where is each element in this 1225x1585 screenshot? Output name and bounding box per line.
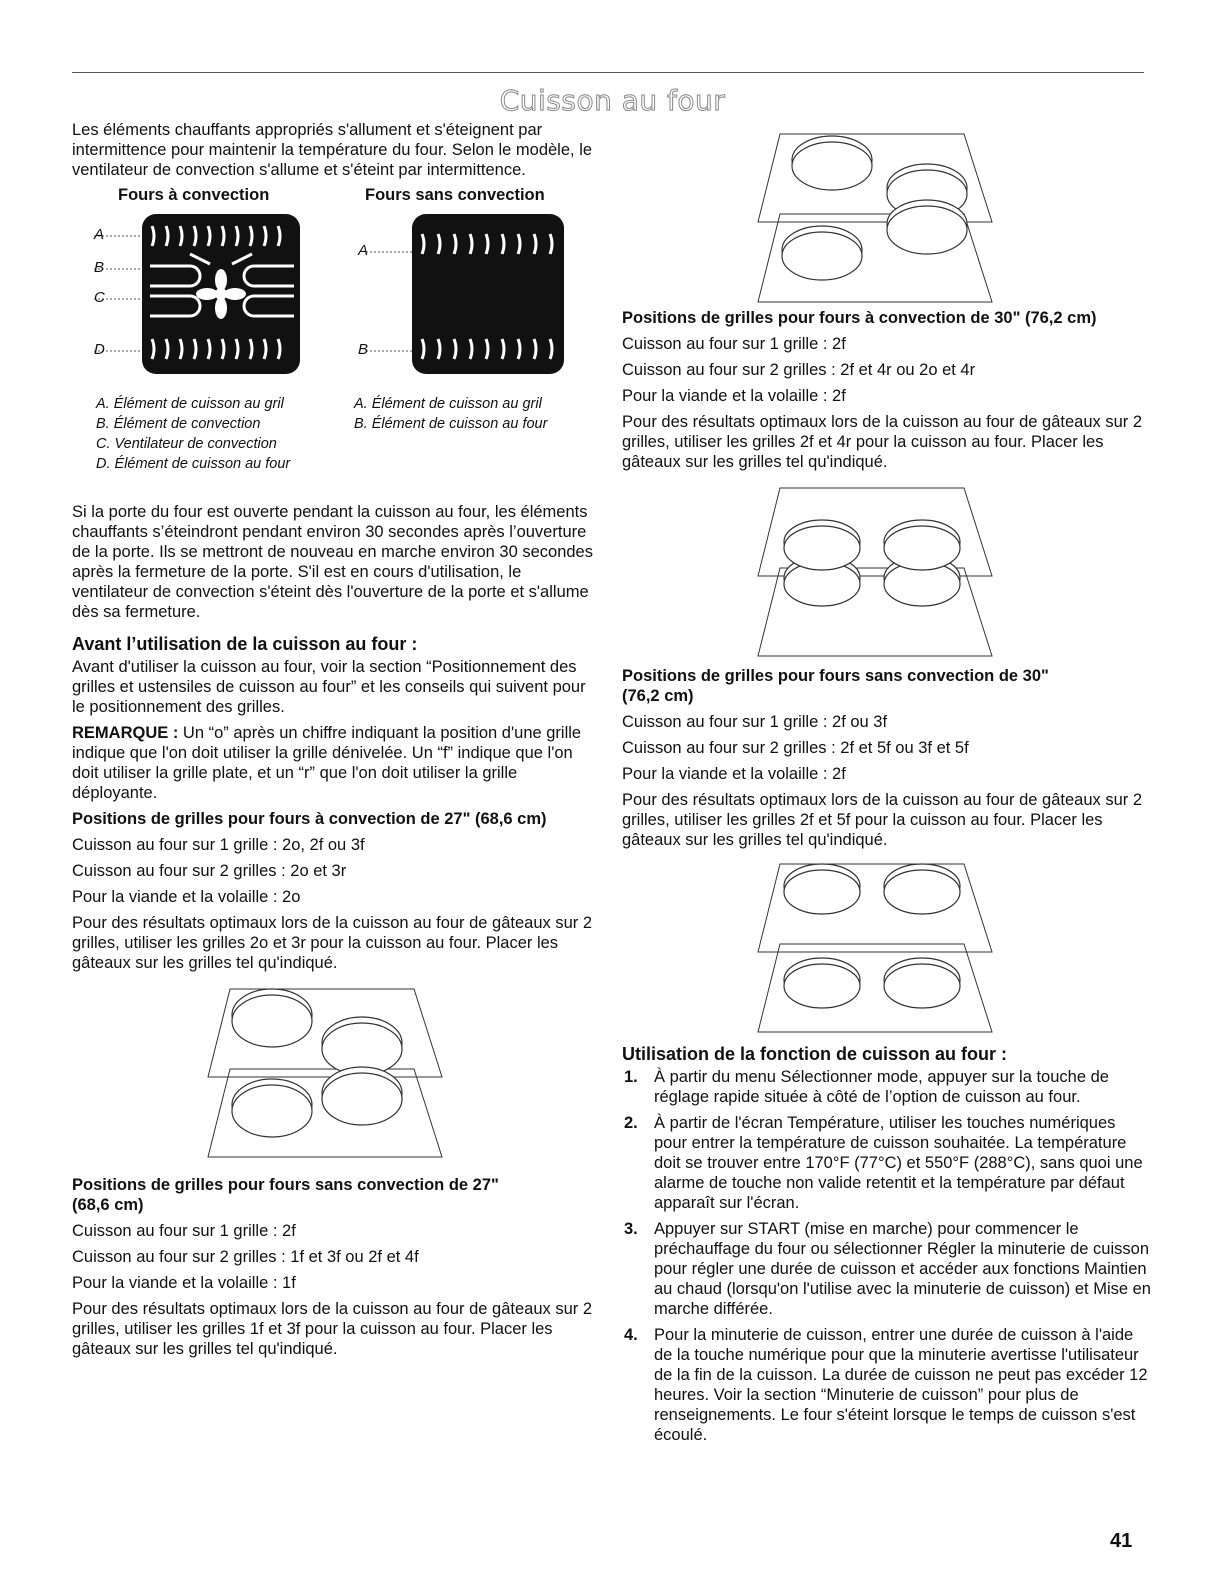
convection-oven-diagram [72, 214, 312, 384]
conv27-line: Cuisson au four sur 2 grilles : 2o et 3r [72, 862, 347, 880]
conv27-heading: Positions de grilles pour fours à convection de 27" (68,6 cm) [72, 810, 547, 828]
conv-label-c: C [94, 289, 105, 306]
conv27-line: Cuisson au four sur 1 grille : 2o, 2f ou 3f [72, 836, 365, 854]
step-item [622, 1067, 1152, 1107]
nonconv30-line: Cuisson au four sur 1 grille : 2f ou 3f [622, 713, 888, 731]
nonconv30-paragraph: Pour des résultats optimaux lors de la cuisson au four de gâteaux sur 2 grilles, utiliser les grilles 2f et 5f pour la cuisson au four. Placer les gâteaux sur les grilles tel qu'indiqué. [622, 791, 1143, 849]
nonconv30-line: Pour la viande et la volaille : 2f [622, 765, 846, 783]
step-number: 3. [624, 1220, 638, 1238]
conv30-paragraph: Pour des résultats optimaux lors de la cuisson au four de gâteaux sur 2 grilles, utiliser les grilles 2f et 4r pour la cuisson au four. Placer les gâteaux sur les grilles tel qu'indiqué. [622, 413, 1143, 471]
step-text: À partir de l'écran Température, utiliser les touches numériques pour entrer la température de cuisson souhaitée. La température doit se trouver entre 170°F (77°C) et 550°F (288°C), sans quoi une alarme de touche non valide retentit et la température par défaut apparaît sur l'écran. [654, 1114, 1143, 1212]
left-column [72, 120, 594, 1365]
convection-captions [96, 394, 290, 474]
step-text: À partir du menu Sélectionner mode, appuyer sur la touche de réglage rapide située à côté de l’option de cuisson au four. [654, 1068, 1109, 1106]
conv27-paragraph: Pour des résultats optimaux lors de la cuisson au four de gâteaux sur 2 grilles, utiliser les grilles 2o et 3r pour la cuisson au four. Placer les gâteaux sur les grilles tel qu'indiqué. [72, 914, 593, 972]
conv30-line: Cuisson au four sur 1 grille : 2f [622, 335, 846, 353]
rack-diagram-nonconv30-b [752, 856, 1012, 1036]
before-use-heading: Avant l’utilisation de la cuisson au four : [72, 634, 418, 654]
non-convection-heading: Fours sans convection [365, 186, 545, 204]
conv30-line: Cuisson au four sur 2 grilles : 2f et 4r ou 2o et 4r [622, 361, 976, 379]
nonconv-label-a: A [358, 242, 369, 259]
step-number: 1. [624, 1068, 638, 1086]
non-convection-captions [354, 394, 547, 434]
door-paragraph: Si la porte du four est ouverte pendant la cuisson au four, les éléments chauffants s’éteindront pendant environ 30 secondes après l’ouverture de la porte. Ils se mettront de nouveau en marche environ 30 secondes après la fermeture de la porte. S'il est en cours d'utilisation, le ventilateur de convection s'éteint dès l'ouverture de la porte et s'allume dès sa fermeture. [72, 503, 593, 621]
conv-label-b: B [94, 259, 105, 276]
conv30-line: Pour la viande et la volaille : 2f [622, 387, 846, 405]
step-text: Pour la minuterie de cuisson, entrer une durée de cuisson à l'aide de la touche numérique pour que la minuterie avertisse l'utilisateur de la fin de la cuisson. La durée de cuisson ne peut pas excéder 12 heures. Voir la section “Minuterie de cuisson” pour plus de renseignements. Le four s'éteint lorsque le temps de cuisson s'est écoulé. [654, 1326, 1148, 1444]
nonconv30-heading: Positions de grilles pour fours sans convection de 30" (76,2 cm) [622, 667, 1049, 705]
step-item [622, 1219, 1152, 1319]
remarque-paragraph [72, 723, 594, 803]
nonconv27-line: Cuisson au four sur 1 grille : 2f [72, 1222, 296, 1240]
conv-label-a: A [94, 226, 105, 243]
remarque-label: REMARQUE : [72, 724, 179, 742]
nonconv27-heading: Positions de grilles pour fours sans convection de 27" (68,6 cm) [72, 1176, 499, 1214]
before-use-paragraph: Avant d'utiliser la cuisson au four, voir la section “Positionnement des grilles et ustensiles de cuisson au four” et les conseils qui suivent pour le positionnement des grilles. [72, 658, 586, 716]
rack-diagram-conv30 [752, 126, 1012, 306]
nonconv30-line: Cuisson au four sur 2 grilles : 2f et 5f ou 3f et 5f [622, 739, 969, 757]
page-title: Cuisson au four [499, 84, 726, 117]
nonconv27-line: Pour la viande et la volaille : 1f [72, 1274, 296, 1292]
step-number: 4. [624, 1326, 638, 1344]
caption-line: B. Élément de cuisson au four [354, 416, 548, 432]
caption-line: D. Élément de cuisson au four [96, 456, 291, 472]
caption-line: A. Élément de cuisson au gril [354, 396, 542, 412]
right-column [622, 120, 1152, 1451]
non-convection-oven-diagram [352, 214, 572, 384]
nonconv27-paragraph: Pour des résultats optimaux lors de la cuisson au four de gâteaux sur 2 grilles, utiliser les grilles 1f et 3f pour la cuisson au four. Placer les gâteaux sur les grilles tel qu'indiqué. [72, 1300, 593, 1358]
conv27-line: Pour la viande et la volaille : 2o [72, 888, 301, 906]
rack-diagram-nonconv30-a [752, 480, 1012, 660]
oven-diagrams [72, 186, 594, 486]
convection-heading: Fours à convection [118, 186, 270, 204]
caption-line: C. Ventilateur de convection [96, 436, 277, 452]
remarque-text: Un “o” après un chiffre indiquant la position d'une grille indique que l'on doit utiliser la grille dénivelée. Un “f” indique que l'on doit utiliser la grille plate, et un “r” que l'on doit utiliser la grille déployante. [72, 724, 582, 802]
conv30-heading: Positions de grilles pour fours à convection de 30" (76,2 cm) [622, 309, 1097, 327]
caption-line: A. Élément de cuisson au gril [96, 396, 284, 412]
step-number: 2. [624, 1114, 638, 1132]
step-text: Appuyer sur START (mise en marche) pour commencer le préchauffage du four ou sélectionner Régler la minuterie de cuisson pour régler une durée de cuisson et accéder aux fonctions Maintien au chaud (lorsqu'on l'utilise avec la minuterie de cuisson) et Mise en marche différée. [654, 1220, 1151, 1318]
nonconv-label-b: B [358, 341, 369, 358]
page-number: 41 [1110, 1530, 1133, 1552]
step-item [622, 1325, 1152, 1445]
intro-paragraph: Les éléments chauffants appropriés s'allument et s'éteignent par intermittence pour maintenir la température du four. Selon le modèle, le ventilateur de convection s'allume et s'éteint par intermittence. [72, 121, 593, 179]
step-item [622, 1113, 1152, 1213]
caption-line: B. Élément de convection [96, 416, 261, 432]
conv-label-d: D [94, 341, 105, 358]
nonconv27-line: Cuisson au four sur 2 grilles : 1f et 3f ou 2f et 4f [72, 1248, 419, 1266]
use-heading: Utilisation de la fonction de cuisson au four : [622, 1044, 1008, 1064]
top-rule [72, 72, 1144, 73]
rack-diagram-conv27 [202, 981, 462, 1161]
